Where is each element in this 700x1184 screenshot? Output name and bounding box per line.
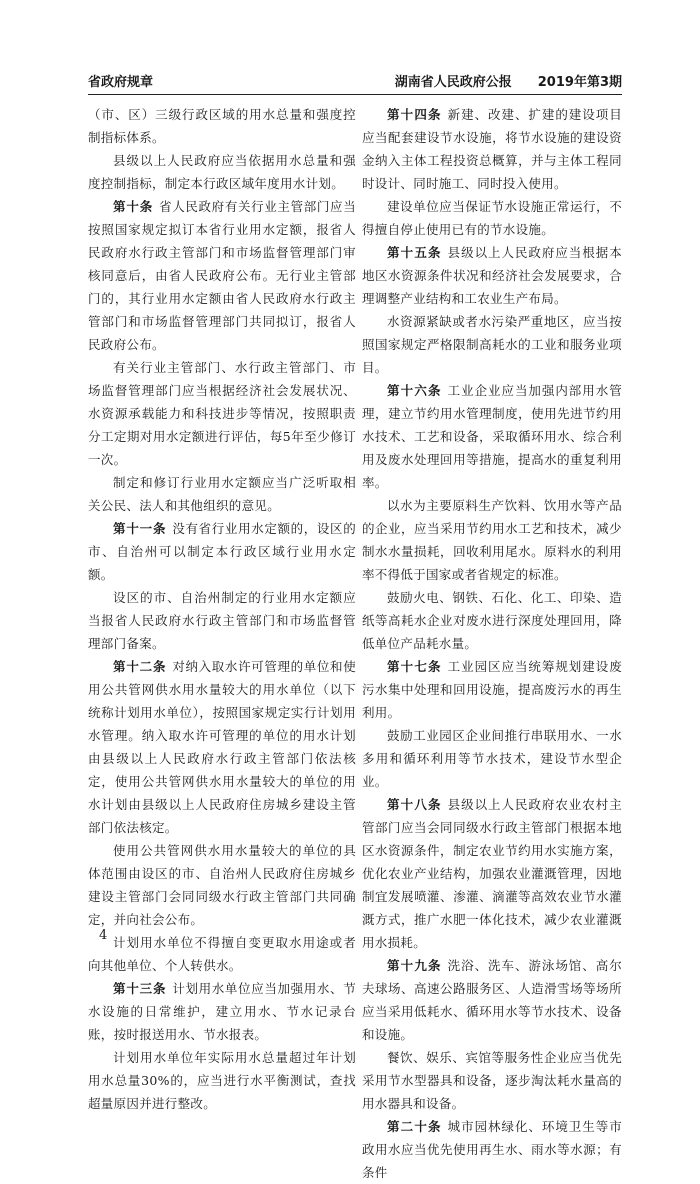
paragraph-text: 工业园区应当统筹规划建设废污水集中处理和回用设施，提高废污水的再生利用。 — [362, 659, 622, 720]
section-title: 省政府规章 — [88, 75, 154, 90]
article-number: 第十八条 — [387, 797, 442, 812]
paragraph — [362, 241, 622, 310]
paragraph — [362, 793, 622, 954]
paragraph — [362, 954, 622, 1046]
paragraph-text: 使用公共管网供水用水量较大的单位的具体范围由设区的市、自治州人民政府住房城乡建设主管部门会同同级水行政主管部门共同确定，并向社会公布。 — [88, 843, 356, 927]
paragraph-text: 对纳入取水许可管理的单位和使用公共管网供水用水量较大的用水单位（以下统称计划用水单位），按照国家规定实行计划用水管理。纳入取水许可管理的单位的用水计划由县级以上人民政府水行政主管部门依法核定，使用公共管网供水用水量较大的单位的用水计划由县级以上人民政府住房城乡建设主管部门依法核定。 — [88, 659, 356, 835]
paragraph-text: 城市园林绿化、环境卫生等市政用水应当优先使用再生水、雨水等水源；有条件 — [362, 1119, 622, 1180]
paragraph-text: 鼓励工业园区企业间推行串联用水、一水多用和循环利用等节水技术，建设节水型企业。 — [362, 728, 622, 789]
paragraph — [88, 1046, 356, 1115]
header-rule — [88, 94, 622, 95]
journal-title: 湖南省人民政府公报 — [394, 75, 512, 90]
paragraph — [88, 517, 356, 586]
paragraph-text: 新建、改建、扩建的建设项目应当配套建设节水设施，将节水设施的建设资金纳入主体工程投资总概算，并与主体工程同时设计、同时施工、同时投入使用。 — [362, 107, 622, 191]
paragraph-text: 计划用水单位年实际用水总量超过年计划用水总量30%的，应当进行水平衡测试，查找超量原因并进行整改。 — [88, 1050, 356, 1111]
article-number: 第十条 — [113, 199, 154, 214]
paragraph — [88, 471, 356, 517]
paragraph-text: 设区的市、自治州制定的行业用水定额应当报省人民政府水行政主管部门和市场监督管理部门备案。 — [88, 590, 356, 651]
article-number: 第十二条 — [113, 659, 167, 674]
paragraph — [362, 310, 622, 379]
right-column — [362, 103, 622, 1184]
paragraph — [88, 195, 356, 356]
paragraph-text: 有关行业主管部门、水行政主管部门、市场监督管理部门应当根据经济社会发展状况、水资源承载能力和科技进步等情况，按照职责分工定期对用水定额进行评估，每5年至少修订一次。 — [88, 360, 356, 467]
paragraph — [362, 103, 622, 195]
page-number: 4 — [99, 928, 108, 943]
article-number: 第十三条 — [113, 981, 167, 996]
paragraph — [362, 1046, 622, 1115]
paragraph-text: （市、区）三级行政区域的用水总量和强度控制指标体系。 — [88, 107, 356, 145]
paragraph — [88, 839, 356, 931]
paragraph — [88, 931, 356, 977]
paragraph-text: 以水为主要原料生产饮料、饮用水等产品的企业，应当采用节约用水工艺和技术，减少制水水量损耗，回收利用尾水。原料水的利用率不得低于国家或者省规定的标准。 — [362, 498, 622, 582]
paragraph-text: 县级以上人民政府应当根据本地区水资源条件状况和经济社会发展要求，合理调整产业结构和工农业生产布局。 — [362, 245, 622, 306]
header-right — [395, 71, 622, 90]
paragraph-text: 水资源紧缺或者水污染严重地区，应当按照国家规定严格限制高耗水的工业和服务业项目。 — [362, 314, 622, 375]
paragraph — [88, 977, 356, 1046]
paragraph-text: 省人民政府有关行业主管部门应当按照国家规定拟订本省行业用水定额，报省人民政府水行政主管部门和市场监督管理部门审核同意后，由省人民政府公布。无行业主管部门的，其行业用水定额由省人民政府水行政主管部门和市场监督管理部门共同拟订，报省人民政府公布。 — [88, 199, 356, 352]
article-number: 第十一条 — [113, 521, 167, 536]
paragraph-text: 建设单位应当保证节水设施正常运行，不得擅自停止使用已有的节水设施。 — [362, 199, 622, 237]
article-number: 第十六条 — [387, 383, 442, 398]
paragraph — [88, 149, 356, 195]
paragraph-text: 餐饮、娱乐、宾馆等服务性企业应当优先采用节水型器具和设备，逐步淘汰耗水量高的用水器具和设备。 — [362, 1050, 622, 1111]
paragraph — [88, 356, 356, 471]
paragraph-text: 计划用水单位应当加强用水、节水设施的日常维护，建立用水、节水记录台账，按时报送用水、节水报表。 — [88, 981, 356, 1042]
paragraph-text: 鼓励火电、钢铁、石化、化工、印染、造纸等高耗水企业对废水进行深度处理回用，降低单位产品耗水量。 — [362, 590, 622, 651]
running-header — [88, 70, 622, 90]
article-number: 第十九条 — [387, 958, 442, 973]
paragraph-text: 洗浴、洗车、游泳场馆、高尔夫球场、高速公路服务区、人造滑雪场等场所应当采用低耗水、循环用水等节水技术、设备和设施。 — [362, 958, 622, 1042]
paragraph-text: 县级以上人民政府应当依据用水总量和强度控制指标，制定本行政区域年度用水计划。 — [88, 153, 356, 191]
paragraph-text: 没有省行业用水定额的，设区的市、自治州可以制定本行政区域行业用水定额。 — [88, 521, 356, 582]
article-number: 第十七条 — [387, 659, 442, 674]
paragraph — [362, 379, 622, 494]
issue-number: 2019年第3期 — [537, 75, 622, 90]
paragraph — [362, 586, 622, 655]
left-column — [88, 103, 356, 1115]
paragraph — [88, 655, 356, 839]
paragraph — [362, 655, 622, 724]
paragraph — [362, 195, 622, 241]
paragraph — [362, 494, 622, 586]
paragraph — [362, 1115, 622, 1184]
article-number: 第十四条 — [387, 107, 442, 122]
paragraph-text: 工业企业应当加强内部用水管理，建立节约用水管理制度，使用先进节约用水技术、工艺和设备，采取循环用水、综合利用及废水处理回用等措施，提高水的重复利用率。 — [362, 383, 622, 490]
paragraph-text: 制定和修订行业用水定额应当广泛听取相关公民、法人和其他组织的意见。 — [88, 475, 356, 513]
paragraph — [88, 103, 356, 149]
article-number: 第十五条 — [387, 245, 442, 260]
paragraph-text: 县级以上人民政府农业农村主管部门应当会同同级水行政主管部门根据本地区水资源条件，制定农业节约用水实施方案，优化农业产业结构，加强农业灌溉管理，因地制宜发展喷灌、渗灌、滴灌等高效农业节水灌溉方式，推广水肥一体化技术，减少农业灌溉用水损耗。 — [362, 797, 622, 950]
paragraph — [88, 586, 356, 655]
article-number: 第二十条 — [387, 1119, 442, 1134]
paragraph-text: 计划用水单位不得擅自变更取水用途或者向其他单位、个人转供水。 — [88, 935, 356, 973]
paragraph — [362, 724, 622, 793]
